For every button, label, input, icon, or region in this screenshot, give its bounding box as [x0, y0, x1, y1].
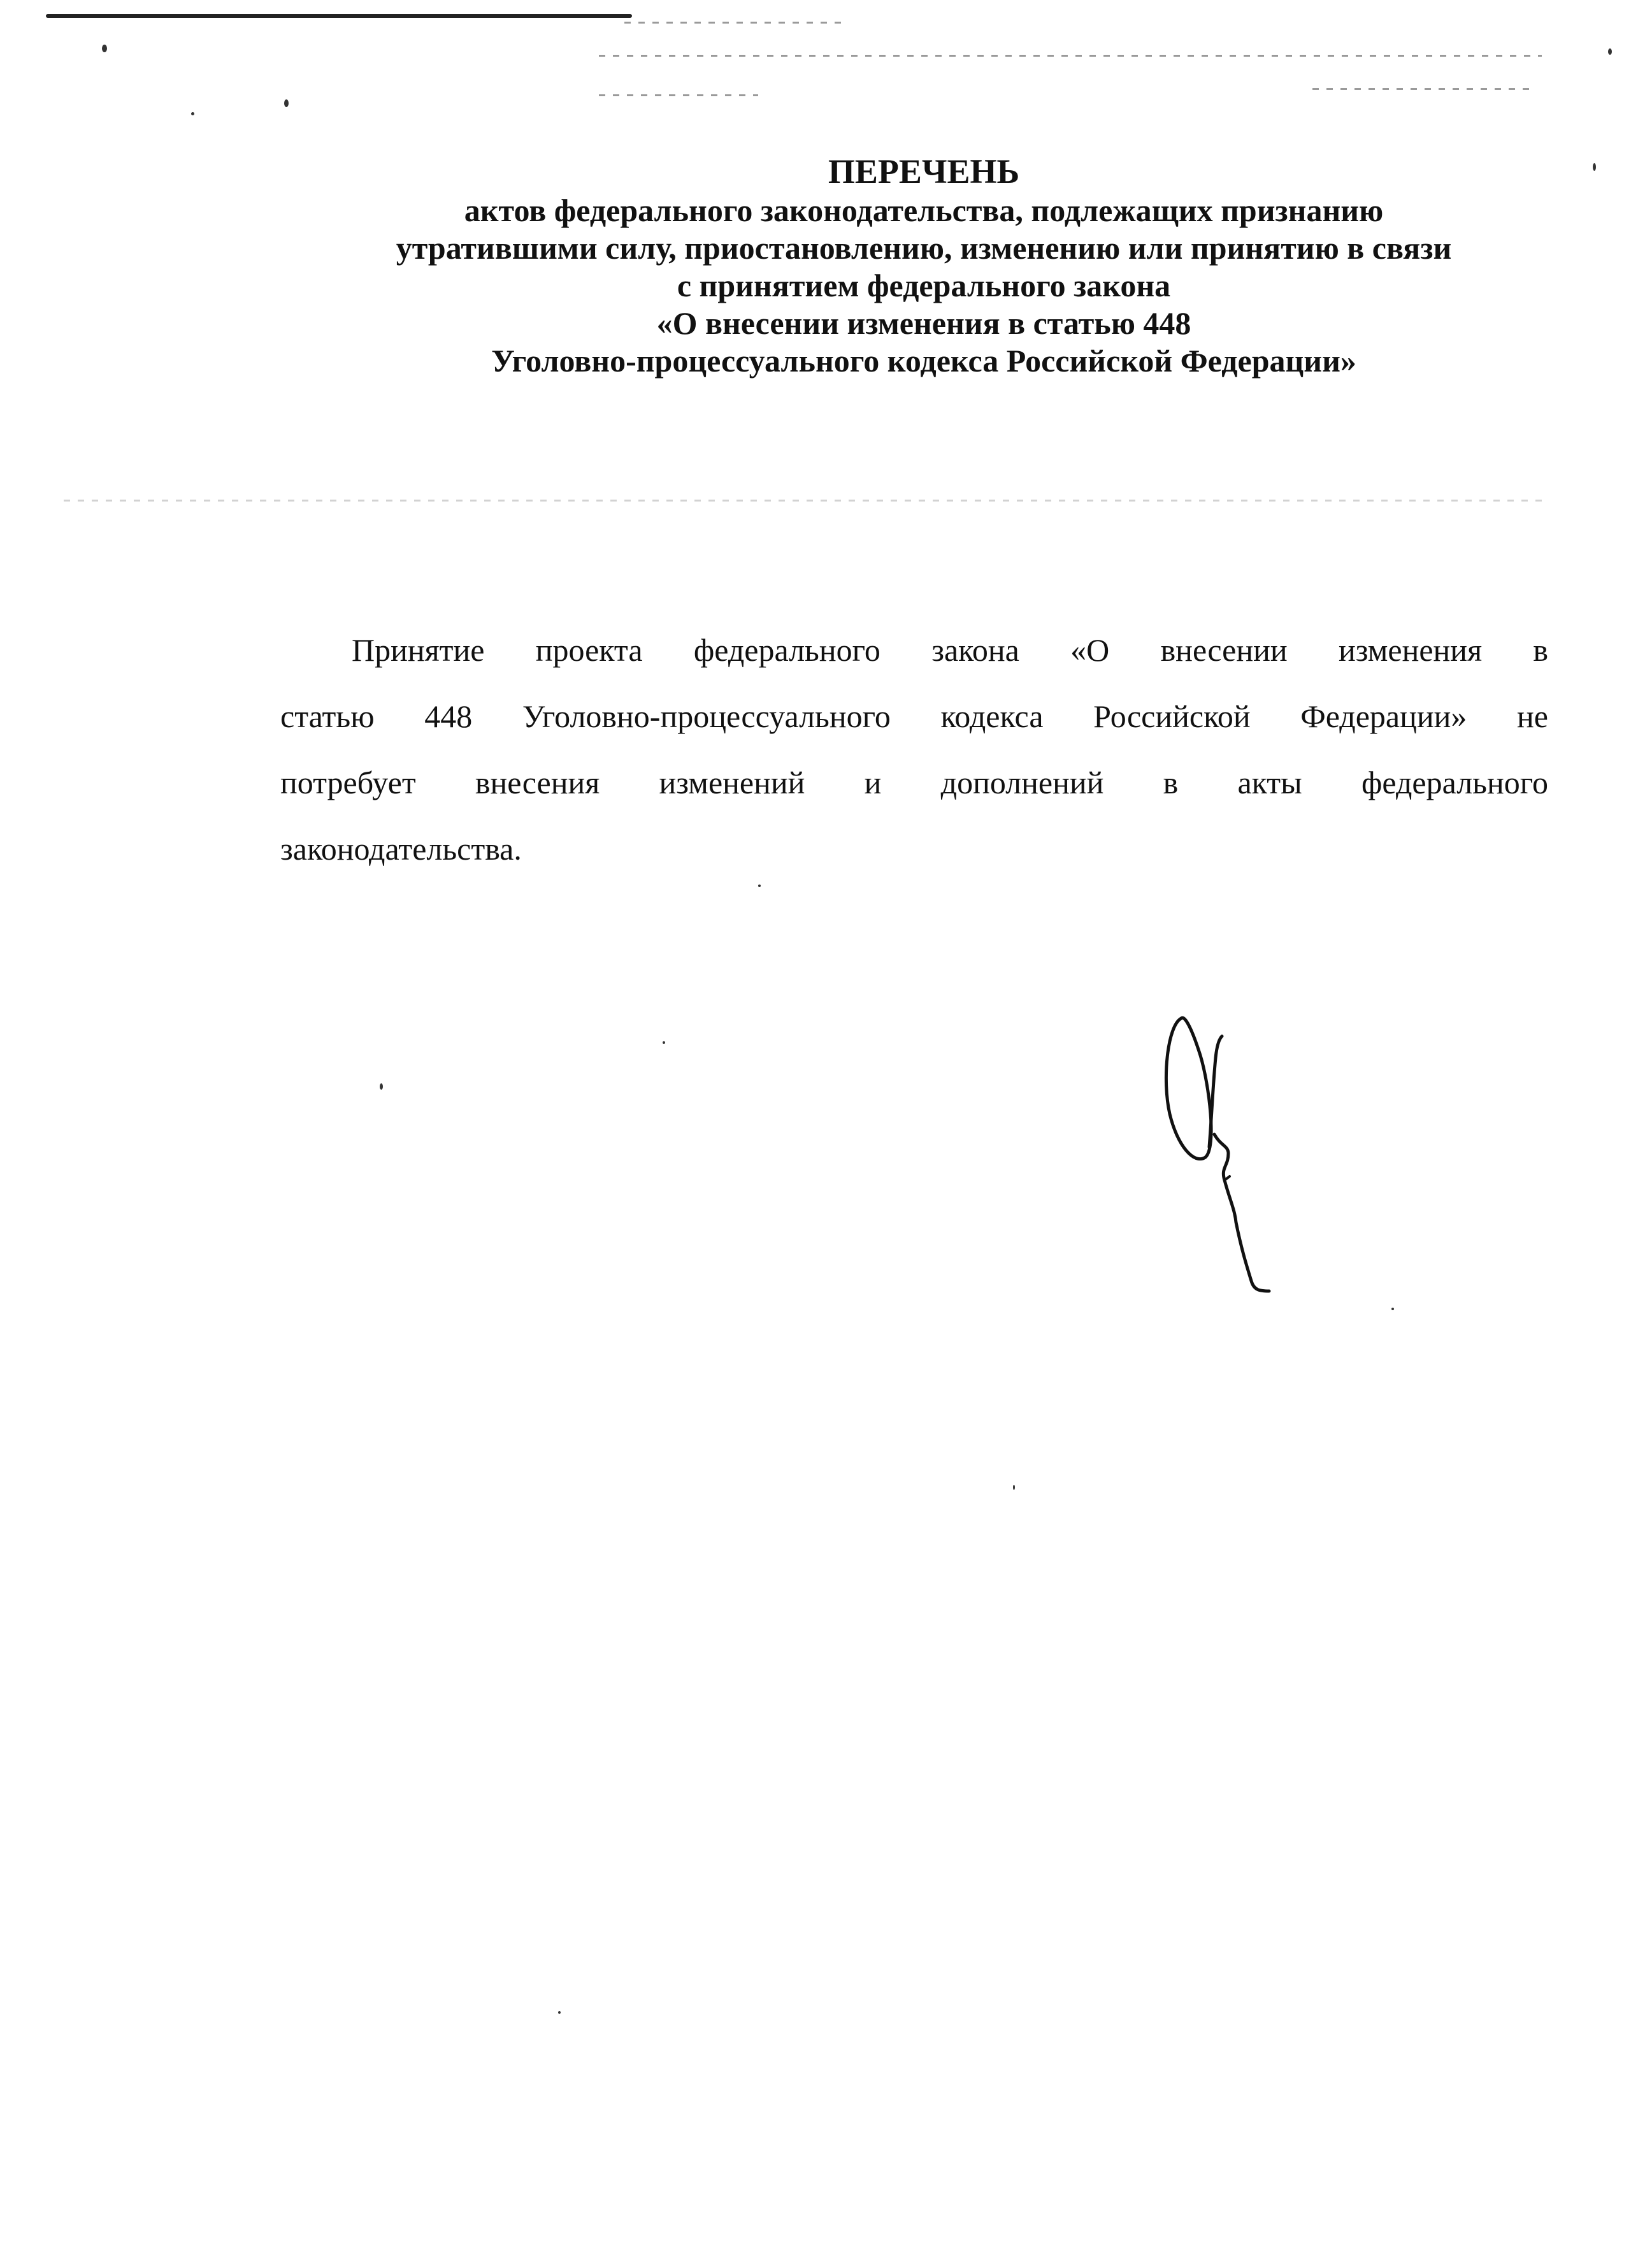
body-line: статью 448 Уголовно-процессуального кодекса Российской Федерации» не — [280, 698, 1548, 734]
heading-line: Уголовно-процессуального кодекса Российской Федерации» — [491, 343, 1356, 379]
body-line: потребует внесения изменений и дополнений в акты федерального — [280, 765, 1548, 800]
scan-speck — [1013, 1485, 1015, 1490]
scan-noise-row — [599, 55, 1542, 57]
scan-speck — [1608, 48, 1612, 55]
scan-speck — [558, 2011, 561, 2014]
handwritten-signature — [1134, 943, 1325, 1325]
document-title: ПЕРЕЧЕНЬ — [828, 152, 1020, 191]
heading-line: с принятием федерального закона — [677, 268, 1171, 303]
scan-speck — [191, 112, 194, 115]
scan-noise-row — [624, 22, 841, 24]
heading-line: утратившими силу, приостановлению, изменению или принятию в связи — [396, 230, 1452, 266]
scan-noise-row — [64, 500, 1542, 502]
scan-speck — [758, 885, 761, 887]
body-line: законодательства. — [280, 831, 522, 867]
scan-speck — [1391, 1308, 1394, 1310]
body-line: Принятие проекта федерального закона «О внесении изменения в — [352, 632, 1548, 668]
scan-speck — [102, 45, 107, 52]
scan-speck — [284, 99, 289, 107]
body-paragraph — [280, 617, 1548, 882]
scan-edge-line — [46, 14, 632, 18]
document-heading — [191, 153, 1638, 380]
scan-speck — [380, 1083, 383, 1090]
scan-speck — [663, 1041, 665, 1044]
heading-line: актов федерального законодательства, подлежащих признанию — [464, 192, 1384, 228]
scan-noise-row — [599, 94, 758, 96]
heading-line: «О внесении изменения в статью 448 — [656, 305, 1191, 341]
scan-noise-row — [1312, 88, 1529, 90]
